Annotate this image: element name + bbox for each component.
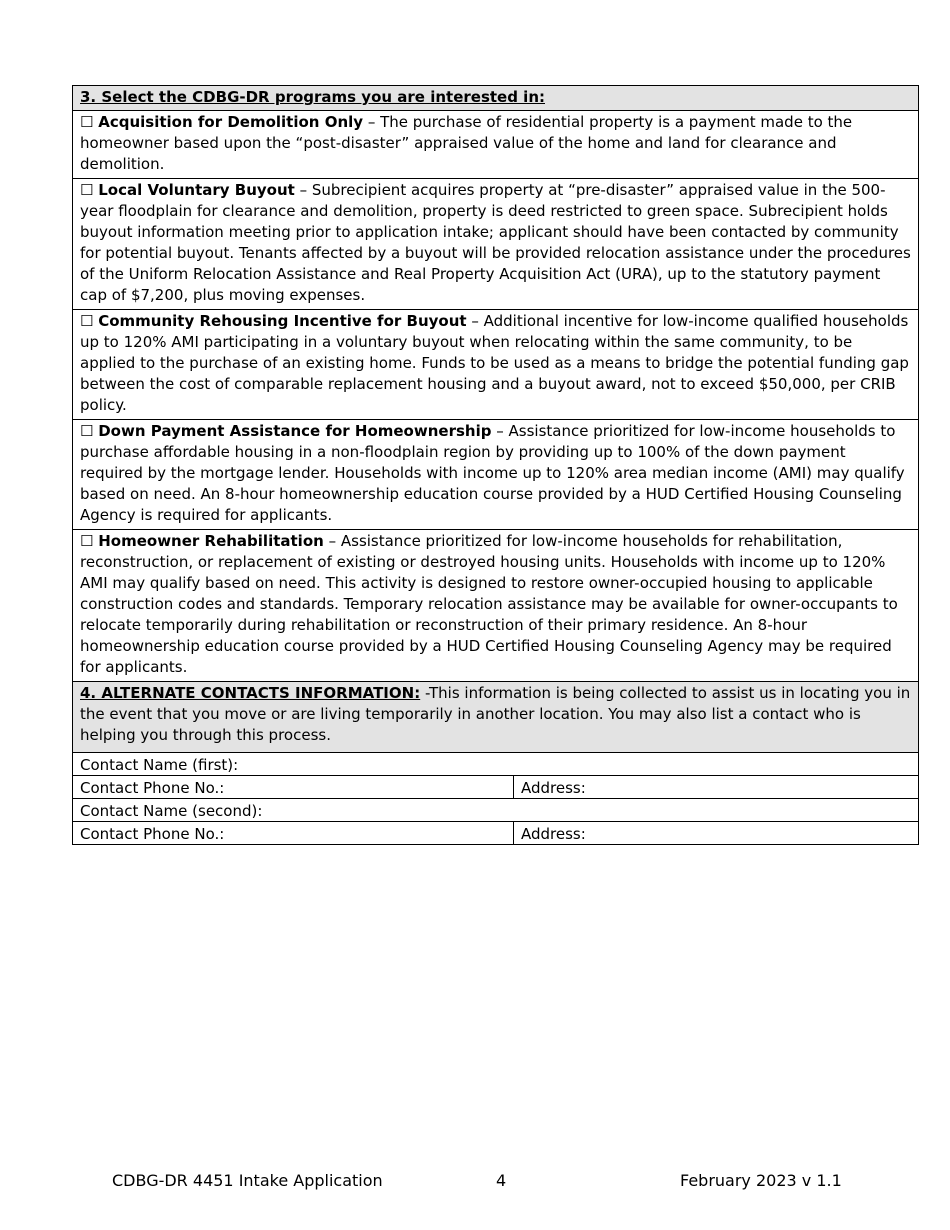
checkbox-icon[interactable]: ☐ [80,312,94,330]
address-2-label: Address: [521,825,586,843]
section3-header [73,86,919,111]
intake-form-table [72,85,919,845]
program-local-voluntary-buyout[interactable] [73,179,919,310]
program-description: – Subrecipient acquires property at “pre-disaster” appraised value in the 500-year floodplain for clearance and demolition, property is deed restricted to green space. Subrecipient holds buyout information meeting prior to application intake; applicant should have been contacted by community for potential buyout. Tenants affected by a buyout will be provided relocation assistance under the procedures of the Uniform Relocation Assistance and Real Property Acquisition Act (URA), up to the statutory payment cap of $7,200, plus moving expenses. [80,181,911,304]
program-down-payment-assistance[interactable] [73,420,919,530]
program-description: – The purchase of residential property is a payment made to the homeowner based upon the “post-disaster” appraised value of the home and land for clearance and demolition. [80,113,853,173]
program-name: Homeowner Rehabilitation [98,532,324,550]
section4-header [73,682,919,753]
section4-title: 4. ALTERNATE CONTACTS INFORMATION: [80,684,421,702]
contact-name-first-field[interactable] [73,753,919,776]
program-community-rehousing-incentive[interactable] [73,310,919,420]
program-name: Community Rehousing Incentive for Buyout [98,312,467,330]
program-description: – Additional incentive for low-income qualified households up to 120% AMI participating in a voluntary buyout when relocating within the same community, to be applied to the purchase of an existing home. Funds to be used as a means to bridge the potential funding gap between the cost of comparable replacement housing and a buyout award, not to exceed $50,000, per CRIB policy. [80,312,909,414]
program-description: – Assistance prioritized for low-income households for rehabilitation, reconstruction, or replacement of existing or destroyed housing units. Households with income up to 120% AMI may qualify based on need. This activity is designed to restore owner-occupied housing to applicable construction codes and standards. Temporary relocation assistance may be available for owner-occupants to relocate temporarily during rehabilitation or reconstruction of their primary residence. An 8-hour homeownership education course provided by a HUD Certified Housing Counseling Agency may be required for applicants. [80,532,898,676]
checkbox-icon[interactable]: ☐ [80,113,94,131]
checkbox-icon[interactable]: ☐ [80,181,94,199]
address-1-field[interactable] [514,776,919,799]
program-acquisition-demolition[interactable] [73,111,919,179]
contact-phone-2-label: Contact Phone No.: [80,825,225,843]
footer-page-number: 4 [496,1171,507,1190]
program-name: Local Voluntary Buyout [98,181,295,199]
program-homeowner-rehabilitation[interactable] [73,530,919,682]
contact-name-second-label: Contact Name (second): [80,802,263,820]
program-name: Down Payment Assistance for Homeownership [98,422,492,440]
contact-name-first-label: Contact Name (first): [80,756,239,774]
footer-doc-title: CDBG-DR 4451 Intake Application [112,1171,383,1190]
checkbox-icon[interactable]: ☐ [80,422,94,440]
contact-phone-1-label: Contact Phone No.: [80,779,225,797]
contact-phone-2-field[interactable] [73,822,514,845]
address-1-label: Address: [521,779,586,797]
section3-title: 3. Select the CDBG-DR programs you are interested in: [80,88,545,106]
contact-phone-1-field[interactable] [73,776,514,799]
address-2-field[interactable] [514,822,919,845]
program-name: Acquisition for Demolition Only [98,113,364,131]
checkbox-icon[interactable]: ☐ [80,532,94,550]
section4-intro: -This information is being collected to assist us in locating you in the event that you move or are living temporarily in another location. You may also list a contact who is helping you through this process. [80,684,911,744]
footer-version: February 2023 v 1.1 [680,1171,842,1190]
contact-name-second-field[interactable] [73,799,919,822]
program-description: – Assistance prioritized for low-income households to purchase affordable housing in a non-floodplain region by providing up to 100% of the down payment required by the mortgage lender. Households with income up to 120% area median income (AMI) may qualify based on need. An 8-hour homeownership education course provided by a HUD Certified Housing Counseling Agency is required for applicants. [80,422,905,524]
